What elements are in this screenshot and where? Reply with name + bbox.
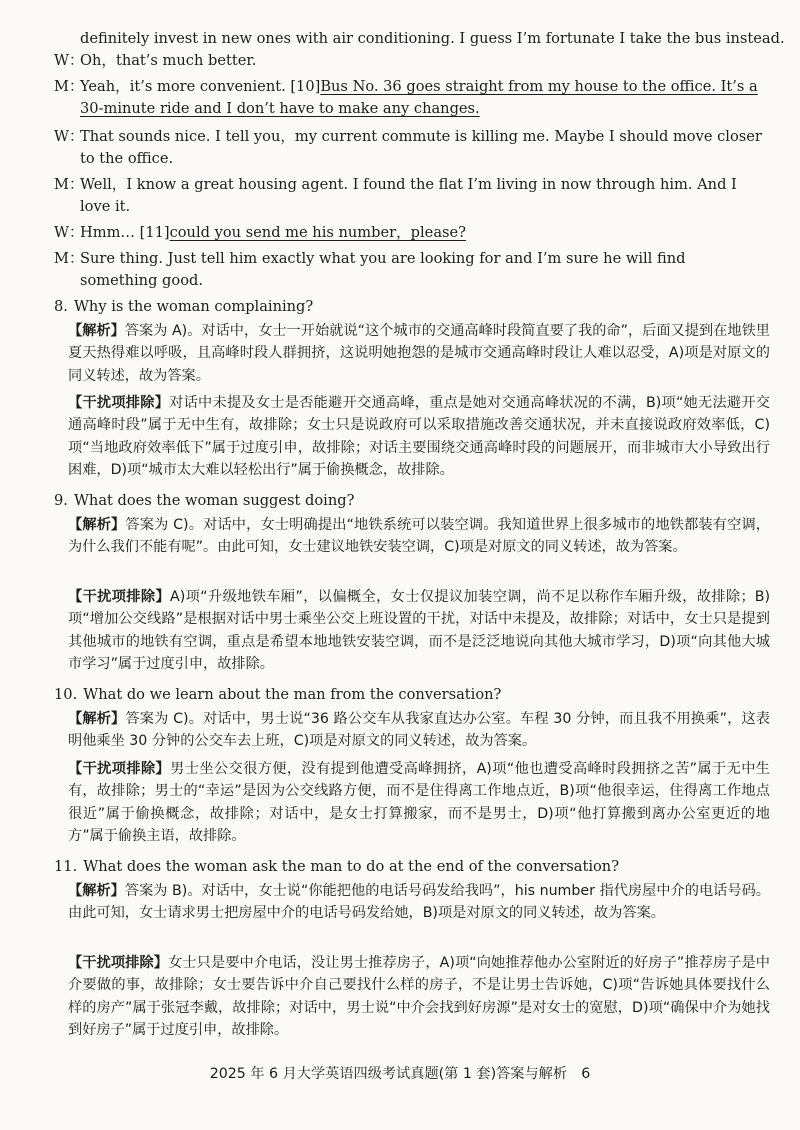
- underlined-answer-text: Bus No. 36 goes straight from my house to the office. It’s a: [320, 78, 758, 95]
- distractor-tag: 【干扰项排除】: [68, 955, 169, 971]
- question-text: What does the woman suggest doing?: [73, 492, 355, 509]
- speaker-label: W：: [54, 52, 84, 69]
- analysis-tag: 【解析】: [68, 883, 125, 899]
- analysis-paragraph: [68, 708, 770, 754]
- dialogue-line-m1: [54, 76, 766, 120]
- dialogue-text: [80, 76, 766, 98]
- distractor-text: 女士只是要中介电话，没让男士推荐房子，A)项“向她推荐他办公室附近的好房子”推荐房子是中介要做的事，故排除；女士要告诉中介自己要找什么样的房子，不是让男士告诉她，C)项“告诉她具体要找什么样的房产”属于张冠李戴，故排除；对话中，男士说“中介会找到好房源”是对女士的宽慰，D)项“确保中介为她找到好房子”属于过度引申，故排除。: [68, 955, 770, 1038]
- speaker-label: M：: [54, 250, 84, 267]
- dialogue-line-w3: [54, 222, 766, 244]
- speaker-label: M：: [54, 176, 84, 193]
- analysis-tag: 【解析】: [68, 323, 125, 339]
- analysis-text: 答案为 C)。对话中，男士说“36 路公交车从我家直达办公室。车程 30 分钟，而且我不用换乘”，这表明他乘坐 30 分钟的公交车去上班，C)项是对原文的同义转述，故为答案。: [68, 711, 770, 750]
- distractor-text: 男士坐公交很方便，没有提到他遭受高峰拥挤，A)项“他也遭受高峰时段拥挤之苦”属于无中生有，故排除；男士的“幸运”是因为公交线路方便，而不是住得离工作地点近，B)项“他很幸运，住得离工作地点很近”属于偷换概念，故排除；对话中，是女士打算搬家，而不是男士，D)项“他打算搬到离办公室更近的地方”属于偷换主语，故排除。: [68, 761, 770, 844]
- question-8: [54, 296, 764, 318]
- question-10: [54, 684, 764, 706]
- distractor-paragraph: [68, 586, 770, 678]
- underlined-answer-text: could you send me his number，please?: [169, 224, 466, 241]
- dialogue-text: [80, 98, 766, 120]
- speaker-label: M：: [54, 78, 84, 95]
- analysis-tag: 【解析】: [68, 517, 126, 533]
- dialogue-text-plain: Yeah，it’s more convenient. [10]: [80, 78, 321, 95]
- analysis-paragraph: [68, 514, 770, 582]
- distractor-text: 对话中未提及女士是否能避开交通高峰，重点是她对交通高峰状况的不满，B)项“她无法避开交通高峰时段”属于无中生有，故排除；女士只是说政府可以采取措施改善交通状况，并未直接说政府效率低，C)项“当地政府效率低下”属于过度引申，故排除；对话主要围绕交通高峰时段的问题展开，而非城市大小导致出行困难，D)项“城市太大难以轻松出行”属于偷换概念，故排除。: [68, 395, 770, 478]
- analysis-text: 答案为 B)。对话中，女士说“你能把他的电话号码发给我吗”，his number 指代房屋中介的电话号码。由此可知，女士请求男士把房屋中介的电话号码发给她，B)项是对原文的同义转述，故为答案。: [68, 883, 770, 922]
- distractor-tag: 【干扰项排除】: [68, 589, 171, 605]
- dialogue-line-m3: [54, 248, 766, 292]
- dialogue-text: Sure thing. Just tell him exactly what you are looking for and I’m sure he will find something good.: [80, 250, 686, 289]
- question-number: 9.: [54, 492, 68, 509]
- analysis-text: 答案为 C)。对话中，女士明确提出“地铁系统可以装空调。我知道世界上很多城市的地铁都装有空调，为什么我们不能有呢”。由此可知，女士建议地铁安装空调，C)项是对原文的同义转述，故为答案。: [68, 517, 770, 556]
- dialogue-text-plain: Hmm… [11]: [80, 224, 170, 241]
- page-footer: 2025 年 6 月大学英语四级考试真题(第 1 套)答案与解析 6: [209, 1066, 591, 1082]
- dialogue-text: Well，I know a great housing agent. I found the flat I’m living in now through him. And I love it.: [80, 176, 737, 215]
- distractor-paragraph: [68, 758, 770, 850]
- dialogue-continuation-line: definitely invest in new ones with air conditioning. I guess I’m fortunate I take the bus instead.: [80, 30, 785, 47]
- dialogue-line-m2: [54, 174, 766, 218]
- analysis-paragraph: [68, 880, 770, 948]
- underlined-answer-text: 30-minute ride and I don’t have to make any changes.: [80, 100, 480, 117]
- speaker-label: W：: [54, 224, 84, 241]
- analysis-paragraph: [68, 320, 770, 388]
- distractor-tag: 【干扰项排除】: [68, 761, 171, 777]
- question-number: 10.: [54, 686, 78, 703]
- analysis-tag: 【解析】: [68, 711, 126, 727]
- question-text: Why is the woman complaining?: [73, 298, 314, 315]
- distractor-paragraph: [68, 952, 770, 1044]
- dialogue-text: [80, 222, 766, 244]
- question-text: What does the woman ask the man to do at the end of the conversation?: [83, 858, 620, 875]
- dialogue-text: Oh，that’s much better.: [80, 52, 257, 69]
- question-number: 8.: [54, 298, 68, 315]
- analysis-text: 答案为 A)。对话中，女士一开始就说“这个城市的交通高峰时段简直要了我的命”，后面又提到在地铁里夏天热得难以呼吸，且高峰时段人群拥挤，这说明她抱怨的是城市交通高峰时段让人难以忍受，A)项是对原文的同义转述，故为答案。: [68, 323, 770, 384]
- question-text: What do we learn about the man from the conversation?: [83, 686, 502, 703]
- question-number: 11.: [54, 858, 78, 875]
- distractor-paragraph: [68, 392, 770, 484]
- dialogue-line-w2: [54, 126, 766, 170]
- question-11: [54, 856, 764, 878]
- dialogue-text: That sounds nice. I tell you，my current commute is killing me. Maybe I should move closer to the office.: [80, 128, 762, 167]
- speaker-label: W：: [54, 128, 84, 145]
- distractor-tag: 【干扰项排除】: [68, 395, 170, 411]
- question-9: [54, 490, 764, 512]
- distractor-text: A)项“升级地铁车厢”，以偏概全，女士仅提议加装空调，尚不足以称作车厢升级，故排除；B)项“增加公交线路”是根据对话中男士乘坐公交上班设置的干扰，对话中未提及，故排除；对话中，女士只是提到其他城市的地铁有空调，重点是希望本地地铁安装空调，而不是泛泛地说向其他大城市学习，D)项“向其他大城市学习”属于过度引申，故排除。: [68, 589, 770, 672]
- dialogue-line-w1: [54, 50, 766, 72]
